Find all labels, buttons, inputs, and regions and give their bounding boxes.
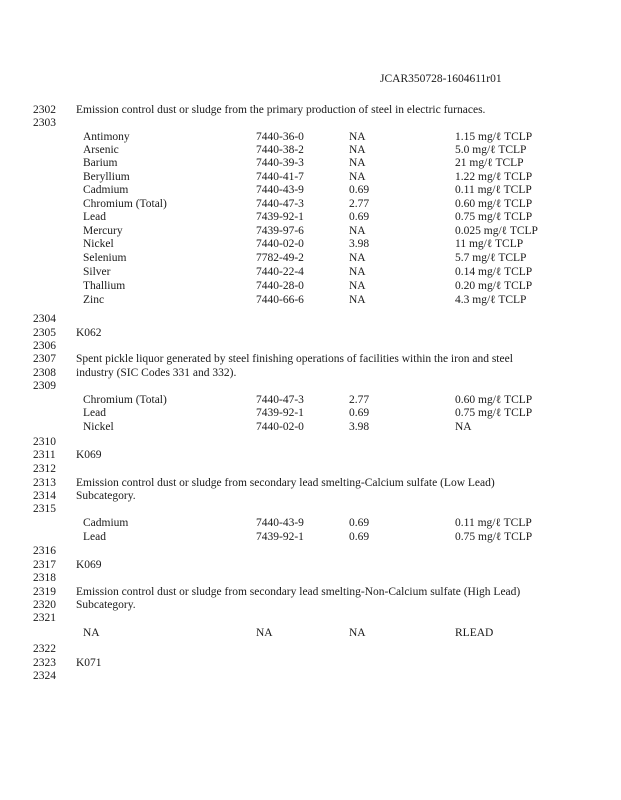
waste-description: Emission control dust or sludge from secondary lead smelting-Calcium sulfate (Low Lead): [76, 477, 495, 489]
nonwastewater-standard: 0.20 mg/ℓ TCLP: [455, 280, 533, 292]
line-number: 2307: [33, 353, 56, 365]
nonwastewater-standard: 0.11 mg/ℓ TCLP: [455, 517, 532, 529]
constituent-name: Chromium (Total): [83, 394, 167, 406]
line-number: 2309: [33, 380, 56, 392]
wastewater-standard: 0.69: [349, 211, 370, 223]
line-number: 2314: [33, 490, 56, 502]
nonwastewater-standard: 0.75 mg/ℓ TCLP: [455, 211, 533, 223]
constituent-name: Chromium (Total): [83, 198, 167, 210]
constituent-name: NA: [83, 627, 100, 639]
nonwastewater-standard: 0.60 mg/ℓ TCLP: [455, 394, 533, 406]
wastewater-standard: NA: [349, 157, 366, 169]
line-number: 2311: [33, 449, 56, 461]
wastewater-standard: NA: [349, 252, 366, 264]
line-number: 2321: [33, 612, 56, 624]
wastewater-standard: 3.98: [349, 421, 370, 433]
line-number: 2322: [33, 643, 56, 655]
constituent-name: Beryllium: [83, 171, 130, 183]
line-number: 2302: [33, 104, 56, 116]
wastewater-standard: NA: [349, 294, 366, 306]
line-number: 2319: [33, 586, 56, 598]
technology-standard: RLEAD: [455, 627, 494, 639]
line-number: 2308: [33, 367, 56, 379]
cas-number: 7440-38-2: [256, 144, 304, 156]
cas-number: 7439-92-1: [256, 531, 304, 543]
line-number: 2303: [33, 117, 56, 129]
line-number: 2317: [33, 559, 56, 571]
cas-number: 7782-49-2: [256, 252, 304, 264]
constituent-name: Silver: [83, 266, 111, 278]
wastewater-standard: NA: [349, 627, 366, 639]
line-number: 2315: [33, 503, 56, 515]
wastewater-standard: 0.69: [349, 531, 370, 543]
line-number: 2318: [33, 572, 56, 584]
constituent-name: Antimony: [83, 131, 130, 143]
wastewater-standard: 0.69: [349, 407, 370, 419]
line-number: 2304: [33, 313, 56, 325]
wastewater-standard: NA: [349, 225, 366, 237]
cas-number: NA: [256, 627, 273, 639]
nonwastewater-standard: 21 mg/ℓ TCLP: [455, 157, 524, 169]
nonwastewater-standard: 11 mg/ℓ TCLP: [455, 238, 524, 250]
cas-number: 7440-36-0: [256, 131, 304, 143]
constituent-name: Zinc: [83, 294, 105, 306]
cas-number: 7439-97-6: [256, 225, 304, 237]
nonwastewater-standard: 0.11 mg/ℓ TCLP: [455, 184, 532, 196]
cas-number: 7440-43-9: [256, 517, 304, 529]
line-number: 2312: [33, 463, 56, 475]
waste-description: Subcategory.: [76, 490, 136, 502]
constituent-name: Selenium: [83, 252, 127, 264]
constituent-name: Lead: [83, 407, 106, 419]
line-number: 2323: [33, 657, 56, 669]
wastewater-standard: NA: [349, 280, 366, 292]
cas-number: 7439-92-1: [256, 407, 304, 419]
wastewater-standard: 2.77: [349, 394, 370, 406]
cas-number: 7440-02-0: [256, 238, 304, 250]
nonwastewater-standard: 1.22 mg/ℓ TCLP: [455, 171, 533, 183]
wastewater-standard: NA: [349, 131, 366, 143]
nonwastewater-standard: 0.75 mg/ℓ TCLP: [455, 407, 533, 419]
cas-number: 7440-28-0: [256, 280, 304, 292]
constituent-name: Thallium: [83, 280, 126, 292]
cas-number: 7439-92-1: [256, 211, 304, 223]
cas-number: 7440-43-9: [256, 184, 304, 196]
constituent-name: Cadmium: [83, 184, 129, 196]
waste-code: K071: [76, 657, 102, 669]
constituent-name: Lead: [83, 211, 106, 223]
nonwastewater-standard: 4.3 mg/ℓ TCLP: [455, 294, 527, 306]
wastewater-standard: NA: [349, 266, 366, 278]
cas-number: 7440-66-6: [256, 294, 304, 306]
constituent-name: Cadmium: [83, 517, 129, 529]
line-number: 2310: [33, 436, 56, 448]
nonwastewater-standard: NA: [455, 421, 472, 433]
line-number: 2305: [33, 327, 56, 339]
waste-description: industry (SIC Codes 331 and 332).: [76, 367, 237, 379]
waste-code: K069: [76, 449, 102, 461]
waste-description: Subcategory.: [76, 599, 136, 611]
wastewater-standard: 0.69: [349, 184, 370, 196]
nonwastewater-standard: 0.75 mg/ℓ TCLP: [455, 531, 533, 543]
constituent-name: Mercury: [83, 225, 123, 237]
waste-code: K069: [76, 559, 102, 571]
line-number: 2313: [33, 477, 56, 489]
cas-number: 7440-47-3: [256, 394, 304, 406]
cas-number: 7440-39-3: [256, 157, 304, 169]
waste-description: Spent pickle liquor generated by steel finishing operations of facilities within the iron and steel: [76, 353, 513, 365]
nonwastewater-standard: 0.60 mg/ℓ TCLP: [455, 198, 533, 210]
document-id: JCAR350728-1604611r01: [380, 73, 502, 85]
constituent-name: Arsenic: [83, 144, 119, 156]
constituent-name: Nickel: [83, 238, 114, 250]
line-number: 2324: [33, 670, 56, 682]
waste-description: Emission control dust or sludge from the primary production of steel in electric furnaces.: [76, 104, 486, 116]
nonwastewater-standard: 5.7 mg/ℓ TCLP: [455, 252, 527, 264]
nonwastewater-standard: 0.14 mg/ℓ TCLP: [455, 266, 533, 278]
wastewater-standard: NA: [349, 171, 366, 183]
nonwastewater-standard: 0.025 mg/ℓ TCLP: [455, 225, 538, 237]
constituent-name: Nickel: [83, 421, 114, 433]
nonwastewater-standard: 1.15 mg/ℓ TCLP: [455, 131, 533, 143]
constituent-name: Barium: [83, 157, 118, 169]
nonwastewater-standard: 5.0 mg/ℓ TCLP: [455, 144, 527, 156]
cas-number: 7440-22-4: [256, 266, 304, 278]
waste-code: K062: [76, 327, 102, 339]
line-number: 2320: [33, 599, 56, 611]
cas-number: 7440-02-0: [256, 421, 304, 433]
line-number: 2316: [33, 545, 56, 557]
wastewater-standard: 2.77: [349, 198, 370, 210]
cas-number: 7440-41-7: [256, 171, 304, 183]
wastewater-standard: 3.98: [349, 238, 370, 250]
wastewater-standard: NA: [349, 144, 366, 156]
constituent-name: Lead: [83, 531, 106, 543]
wastewater-standard: 0.69: [349, 517, 370, 529]
line-number: 2306: [33, 340, 56, 352]
cas-number: 7440-47-3: [256, 198, 304, 210]
waste-description: Emission control dust or sludge from secondary lead smelting-Non-Calcium sulfate (High Lead): [76, 586, 521, 598]
